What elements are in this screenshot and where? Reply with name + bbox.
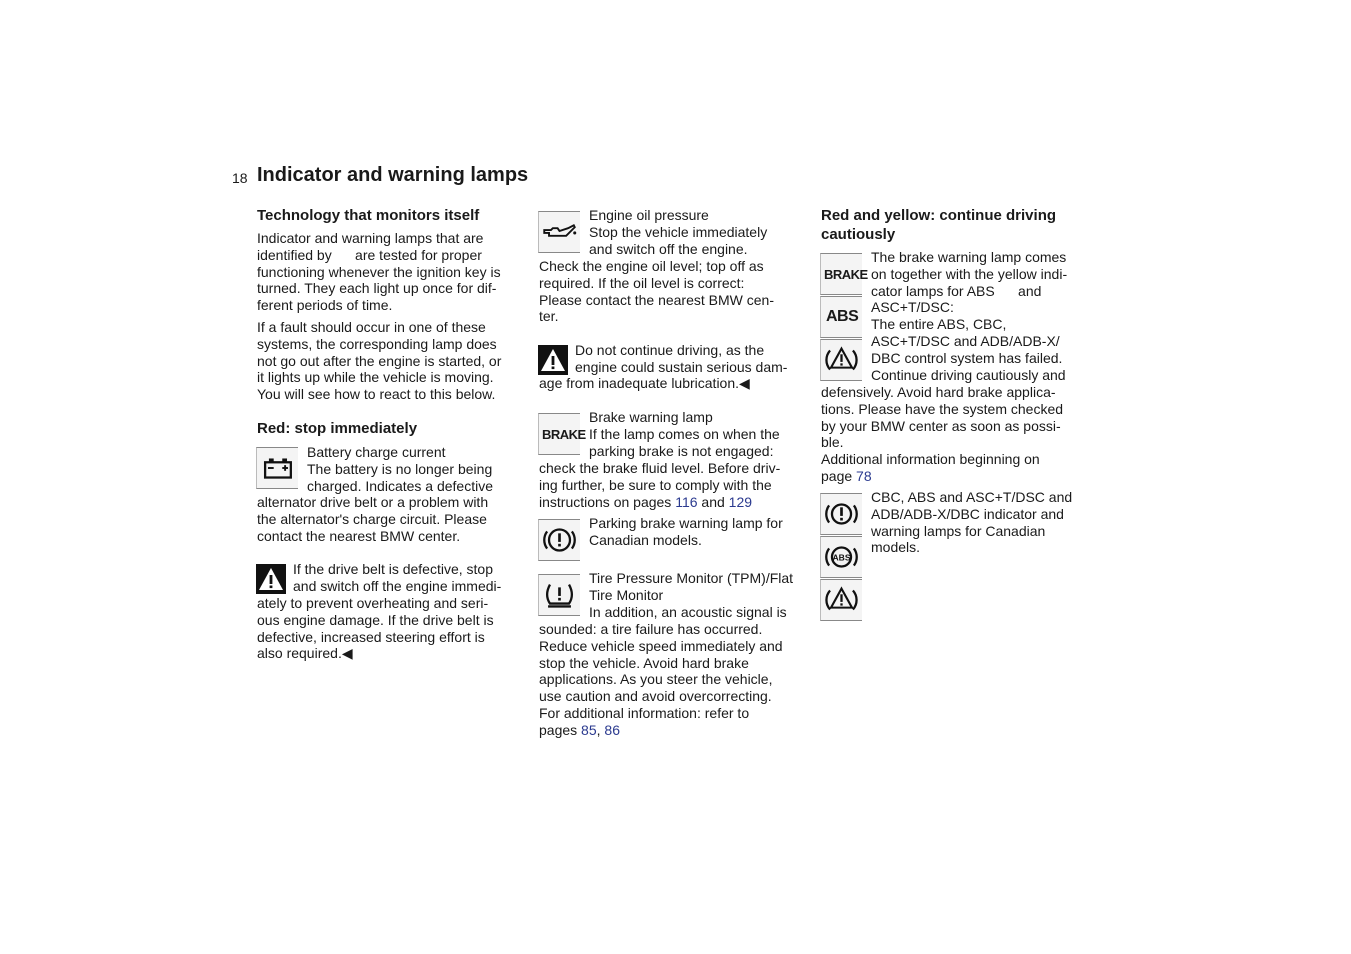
text-line: Canadian models.	[589, 531, 702, 548]
text-line: Battery charge current	[307, 444, 446, 460]
battery-text-indented	[307, 444, 537, 494]
text-line: tions. Please have the system checked	[821, 400, 1064, 417]
text-line: If a fault should occur in one of these	[257, 319, 486, 335]
text-line: Brake warning lamp	[589, 409, 713, 425]
text-line: required. If the oil level is correct:	[539, 274, 745, 291]
brake-icon	[538, 413, 586, 455]
text-line: sounded: a tire failure has occurred.	[539, 621, 763, 637]
text-line: Stop the vehicle immediately	[589, 223, 768, 240]
page-link-86[interactable]: 86	[604, 721, 620, 738]
page-link-85[interactable]: 85	[581, 721, 597, 738]
page-link-129[interactable]: 129	[728, 493, 753, 510]
text-line	[821, 468, 1101, 485]
text-line: Tire Pressure Monitor (TPM)/Flat	[589, 570, 794, 586]
red-yellow-text-indented	[871, 249, 1101, 383]
heading-line: cautiously	[821, 226, 896, 243]
belt-warning-text	[257, 595, 537, 662]
text-span: and	[697, 493, 729, 510]
text-line: The battery is no longer being	[307, 460, 493, 477]
abs-circle-icon	[820, 536, 862, 578]
text-line: ing further, be sure to comply with the	[539, 476, 772, 493]
text-line: and switch off the engine immedi-	[293, 577, 502, 594]
text-line: check the brake fluid level. Before driv-	[539, 460, 781, 476]
text-line: applications. As you steer the vehicle,	[539, 671, 773, 688]
tire-pressure-icon	[538, 574, 580, 616]
abs-circle-label: ABS	[832, 552, 851, 563]
heading-technology: Technology that monitors itself	[257, 207, 480, 224]
oil-warning-indented	[575, 342, 815, 376]
battery-icon	[256, 447, 298, 489]
text-span: pages	[539, 721, 582, 738]
text-line: charged. Indicates a defective	[307, 477, 494, 494]
asc-dsc-triangle-icon	[820, 339, 862, 381]
text-line: Reduce vehicle speed immediately and	[539, 637, 783, 654]
warning-triangle-icon	[256, 564, 286, 594]
text-line: ous engine damage. If the drive belt is	[257, 611, 494, 628]
text-line: and switch off the engine.	[589, 240, 748, 257]
text-line: turned. They each light up once for dif-	[257, 280, 497, 297]
text-line: ately to prevent overheating and seri-	[257, 595, 489, 611]
abs-icon	[820, 296, 862, 338]
parking-brake-icon	[538, 519, 580, 561]
text-span: instructions on pages	[539, 493, 676, 510]
text-line: Parking brake warning lamp for	[589, 515, 783, 531]
cbc-exclamation-icon	[820, 493, 862, 535]
text-line: Additional information beginning on	[821, 451, 1040, 468]
page-number: 18	[232, 170, 248, 186]
warning-triangle-icon	[538, 345, 568, 375]
text-span: ,	[596, 721, 605, 738]
text-line: If the drive belt is defective, stop	[293, 561, 493, 577]
text-line: If the lamp comes on when the	[589, 425, 780, 442]
text-span: page	[821, 467, 857, 484]
page-title: Indicator and warning lamps	[257, 164, 529, 186]
text-line: identified by are tested for proper	[257, 246, 482, 263]
abs-icon-label: ABS	[826, 308, 859, 325]
paragraph-fault	[257, 319, 532, 403]
text-line	[539, 722, 819, 739]
canadian-text	[871, 489, 1101, 556]
text-line: Please contact the nearest BMW cen-	[539, 291, 774, 308]
heading-red-yellow	[821, 206, 1101, 244]
brake-icon-label: BRAKE	[824, 267, 868, 282]
text-line: Indicator and warning lamps that are	[257, 230, 484, 246]
text-line: The brake warning lamp comes	[871, 249, 1067, 265]
heading-red-stop: Red: stop immediately	[257, 420, 418, 437]
text-line: Do not continue driving, as the	[575, 342, 765, 358]
page-link-78[interactable]: 78	[856, 467, 872, 484]
text-line: ADB/ADB-X/DBC indicator and	[871, 505, 1064, 522]
text-line: ble.	[821, 434, 844, 451]
parking-text	[589, 515, 819, 549]
text-line: ASC+T/DSC:	[871, 299, 954, 316]
asc-dsc-triangle-icon	[820, 579, 862, 621]
text-line: CBC, ABS and ASC+T/DSC and	[871, 489, 1073, 505]
text-line: DBC control system has failed.	[871, 349, 1063, 366]
oil-text	[539, 258, 819, 325]
text-line: it lights up while the vehicle is moving.	[257, 369, 494, 386]
oil-warning-text	[539, 375, 819, 392]
text-line: warning lamps for Canadian	[871, 522, 1046, 539]
heading-line: Red and yellow: continue driving	[821, 207, 1057, 224]
text-line: cator lamps for ABS and	[871, 282, 1042, 299]
text-line: alternator drive belt or a problem with	[257, 494, 489, 510]
text-line: ASC+T/DSC and ADB/ADB-X/	[871, 332, 1060, 349]
text-line	[539, 494, 819, 511]
belt-warning-indented	[293, 561, 533, 595]
text-line: on together with the yellow indi-	[871, 265, 1068, 282]
text-line: You will see how to react to this below.	[257, 386, 496, 403]
paragraph-technology	[257, 230, 532, 314]
brake-icon	[820, 253, 868, 295]
tpm-text-indented	[589, 570, 819, 620]
brake-icon-label: BRAKE	[542, 427, 586, 442]
text-line: Check the engine oil level; top off as	[539, 258, 764, 274]
brake-text-indented	[589, 409, 819, 459]
battery-text	[257, 494, 537, 544]
text-line: In addition, an acoustic signal is	[589, 603, 787, 620]
red-yellow-text	[821, 384, 1101, 485]
text-line: models.	[871, 539, 921, 556]
brake-text	[539, 460, 819, 510]
text-line: defensively. Avoid hard brake applica-	[821, 384, 1056, 400]
oil-text-indented	[589, 207, 819, 257]
page-link-116[interactable]: 116	[675, 493, 698, 510]
text-line: Engine oil pressure	[589, 207, 709, 223]
text-line: the alternator's charge circuit. Please	[257, 510, 487, 527]
text-line: age from inadequate lubrication.◀	[539, 375, 750, 391]
text-line: by your BMW center as soon as possi-	[821, 417, 1061, 434]
oil-can-icon	[538, 211, 580, 253]
text-line: not go out after the engine is started, or	[257, 352, 502, 369]
text-line: engine could sustain serious dam-	[575, 358, 788, 375]
text-line: Continue driving cautiously and	[871, 366, 1066, 383]
text-line: functioning whenever the ignition key is	[257, 263, 501, 280]
text-line: For additional information: refer to	[539, 704, 750, 721]
text-line: also required.◀	[257, 645, 353, 662]
text-line: defective, increased steering effort is	[257, 628, 485, 645]
text-line: ter.	[539, 308, 559, 325]
text-line: use caution and avoid overcorrecting.	[539, 688, 772, 705]
text-line: parking brake is not engaged:	[589, 442, 774, 459]
text-line: ferent periods of time.	[257, 297, 393, 314]
tpm-text	[539, 621, 819, 739]
text-line: stop the vehicle. Avoid hard brake	[539, 654, 749, 671]
text-line: systems, the corresponding lamp does	[257, 335, 497, 352]
text-line: The entire ABS, CBC,	[871, 316, 1007, 333]
text-line: Tire Monitor	[589, 586, 664, 603]
text-line: contact the nearest BMW center.	[257, 527, 461, 544]
